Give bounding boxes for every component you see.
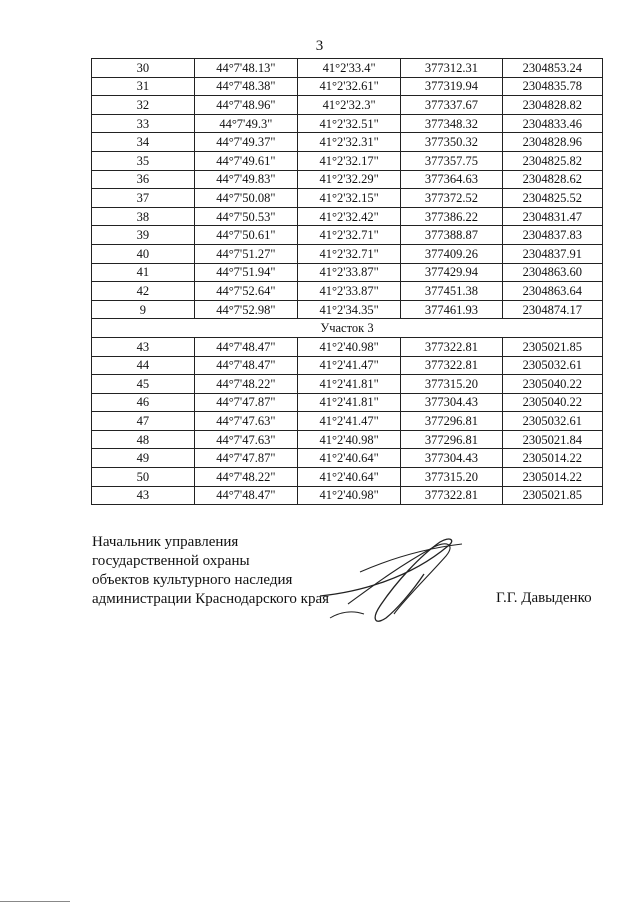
latitude-cell: 44°7'50.61" xyxy=(194,226,297,245)
longitude-cell: 41°2'33.87" xyxy=(297,263,400,282)
coord-x-cell: 377451.38 xyxy=(401,282,502,301)
latitude-cell: 44°7'49.61" xyxy=(194,151,297,170)
point-number-cell: 33 xyxy=(92,114,195,133)
point-number-cell: 9 xyxy=(92,300,195,319)
coord-y-cell: 2304833.46 xyxy=(502,114,602,133)
table-row xyxy=(92,486,603,505)
section-title: Участок 3 xyxy=(92,319,603,338)
longitude-cell: 41°2'41.47" xyxy=(297,356,400,375)
coord-y-cell: 2304863.64 xyxy=(502,282,602,301)
latitude-cell: 44°7'48.96" xyxy=(194,96,297,115)
latitude-cell: 44°7'51.27" xyxy=(194,244,297,263)
longitude-cell: 41°2'33.87" xyxy=(297,282,400,301)
coord-x-cell: 377322.81 xyxy=(401,356,502,375)
longitude-cell: 41°2'41.47" xyxy=(297,412,400,431)
handwritten-signature xyxy=(300,534,470,630)
section-heading-row xyxy=(92,319,603,338)
coord-x-cell: 377348.32 xyxy=(401,114,502,133)
coord-x-cell: 377337.67 xyxy=(401,96,502,115)
table-row xyxy=(92,59,603,78)
signature-block xyxy=(92,533,329,609)
section-row-group xyxy=(92,319,603,338)
latitude-cell: 44°7'48.47" xyxy=(194,337,297,356)
table-row xyxy=(92,207,603,226)
table-row xyxy=(92,170,603,189)
point-number-cell: 45 xyxy=(92,375,195,394)
longitude-cell: 41°2'32.17" xyxy=(297,151,400,170)
point-number-cell: 41 xyxy=(92,263,195,282)
signer-position-line-4: администрации Краснодарского края xyxy=(92,591,330,607)
longitude-cell: 41°2'41.81" xyxy=(297,375,400,394)
coord-x-cell: 377350.32 xyxy=(401,133,502,152)
point-number-cell: 35 xyxy=(92,151,195,170)
coord-x-cell: 377315.20 xyxy=(401,468,502,487)
table-row xyxy=(92,226,603,245)
coord-y-cell: 2304828.96 xyxy=(502,133,602,152)
table-row xyxy=(92,356,603,375)
signer-position-line-3: объектов культурного наследия xyxy=(92,572,293,588)
page-number: 3 xyxy=(315,38,324,54)
coord-y-cell: 2305021.85 xyxy=(502,486,602,505)
signer-name: Г.Г. Давыденко xyxy=(496,590,592,606)
table-row xyxy=(92,96,603,115)
coord-y-cell: 2304837.91 xyxy=(502,244,602,263)
coord-x-cell: 377312.31 xyxy=(401,59,502,78)
point-number-cell: 38 xyxy=(92,207,195,226)
latitude-cell: 44°7'48.47" xyxy=(194,356,297,375)
longitude-cell: 41°2'40.64" xyxy=(297,449,400,468)
point-number-cell: 47 xyxy=(92,412,195,431)
point-number-cell: 32 xyxy=(92,96,195,115)
coord-y-cell: 2304853.24 xyxy=(502,59,602,78)
point-number-cell: 36 xyxy=(92,170,195,189)
latitude-cell: 44°7'51.94" xyxy=(194,263,297,282)
table-row xyxy=(92,300,603,319)
coord-x-cell: 377409.26 xyxy=(401,244,502,263)
coord-y-cell: 2304825.52 xyxy=(502,189,602,208)
table-row xyxy=(92,263,603,282)
coordinates-table-body-part2 xyxy=(92,337,603,504)
coordinates-table-body-part1 xyxy=(92,59,603,319)
longitude-cell: 41°2'32.71" xyxy=(297,244,400,263)
point-number-cell: 40 xyxy=(92,244,195,263)
coord-x-cell: 377319.94 xyxy=(401,77,502,96)
coord-y-cell: 2305040.22 xyxy=(502,375,602,394)
point-number-cell: 44 xyxy=(92,356,195,375)
latitude-cell: 44°7'49.83" xyxy=(194,170,297,189)
coord-x-cell: 377304.43 xyxy=(401,449,502,468)
table-row xyxy=(92,244,603,263)
footer-divider xyxy=(0,901,70,902)
table-row xyxy=(92,151,603,170)
latitude-cell: 44°7'49.37" xyxy=(194,133,297,152)
coord-y-cell: 2304863.60 xyxy=(502,263,602,282)
table-row xyxy=(92,468,603,487)
longitude-cell: 41°2'32.3" xyxy=(297,96,400,115)
table-row xyxy=(92,77,603,96)
coord-x-cell: 377364.63 xyxy=(401,170,502,189)
coord-x-cell: 377429.94 xyxy=(401,263,502,282)
coord-x-cell: 377315.20 xyxy=(401,375,502,394)
point-number-cell: 31 xyxy=(92,77,195,96)
coord-x-cell: 377296.81 xyxy=(401,412,502,431)
latitude-cell: 44°7'47.63" xyxy=(194,412,297,431)
longitude-cell: 41°2'32.51" xyxy=(297,114,400,133)
point-number-cell: 42 xyxy=(92,282,195,301)
table-row xyxy=(92,449,603,468)
coord-x-cell: 377386.22 xyxy=(401,207,502,226)
point-number-cell: 48 xyxy=(92,430,195,449)
coord-y-cell: 2304837.83 xyxy=(502,226,602,245)
coord-y-cell: 2305032.61 xyxy=(502,412,602,431)
table-row xyxy=(92,393,603,412)
latitude-cell: 44°7'47.63" xyxy=(194,430,297,449)
latitude-cell: 44°7'52.98" xyxy=(194,300,297,319)
coord-y-cell: 2305040.22 xyxy=(502,393,602,412)
coord-x-cell: 377304.43 xyxy=(401,393,502,412)
latitude-cell: 44°7'48.47" xyxy=(194,486,297,505)
latitude-cell: 44°7'48.13" xyxy=(194,59,297,78)
point-number-cell: 39 xyxy=(92,226,195,245)
longitude-cell: 41°2'33.4" xyxy=(297,59,400,78)
coord-x-cell: 377296.81 xyxy=(401,430,502,449)
latitude-cell: 44°7'48.38" xyxy=(194,77,297,96)
longitude-cell: 41°2'41.81" xyxy=(297,393,400,412)
signer-position-line-2: государственной охраны xyxy=(92,553,250,569)
coord-y-cell: 2304831.47 xyxy=(502,207,602,226)
table-row xyxy=(92,282,603,301)
longitude-cell: 41°2'32.42" xyxy=(297,207,400,226)
latitude-cell: 44°7'47.87" xyxy=(194,393,297,412)
point-number-cell: 49 xyxy=(92,449,195,468)
coord-x-cell: 377322.81 xyxy=(401,486,502,505)
longitude-cell: 41°2'40.98" xyxy=(297,486,400,505)
longitude-cell: 41°2'40.64" xyxy=(297,468,400,487)
longitude-cell: 41°2'32.15" xyxy=(297,189,400,208)
coord-y-cell: 2304835.78 xyxy=(502,77,602,96)
coord-y-cell: 2305014.22 xyxy=(502,468,602,487)
signer-position-line-1: Начальник управления xyxy=(92,534,239,550)
coord-x-cell: 377322.81 xyxy=(401,337,502,356)
longitude-cell: 41°2'32.31" xyxy=(297,133,400,152)
point-number-cell: 50 xyxy=(92,468,195,487)
coord-y-cell: 2304825.82 xyxy=(502,151,602,170)
coord-x-cell: 377461.93 xyxy=(401,300,502,319)
table-row xyxy=(92,133,603,152)
longitude-cell: 41°2'32.61" xyxy=(297,77,400,96)
coord-y-cell: 2305032.61 xyxy=(502,356,602,375)
latitude-cell: 44°7'50.53" xyxy=(194,207,297,226)
coord-y-cell: 2305014.22 xyxy=(502,449,602,468)
longitude-cell: 41°2'32.29" xyxy=(297,170,400,189)
longitude-cell: 41°2'40.98" xyxy=(297,430,400,449)
coord-x-cell: 377388.87 xyxy=(401,226,502,245)
point-number-cell: 37 xyxy=(92,189,195,208)
coord-y-cell: 2304828.62 xyxy=(502,170,602,189)
longitude-cell: 41°2'34.35" xyxy=(297,300,400,319)
coord-y-cell: 2305021.85 xyxy=(502,337,602,356)
table-row xyxy=(92,412,603,431)
coord-x-cell: 377372.52 xyxy=(401,189,502,208)
table-row xyxy=(92,114,603,133)
coord-y-cell: 2304828.82 xyxy=(502,96,602,115)
longitude-cell: 41°2'40.98" xyxy=(297,337,400,356)
latitude-cell: 44°7'50.08" xyxy=(194,189,297,208)
point-number-cell: 43 xyxy=(92,486,195,505)
point-number-cell: 46 xyxy=(92,393,195,412)
table-row xyxy=(92,430,603,449)
point-number-cell: 43 xyxy=(92,337,195,356)
latitude-cell: 44°7'47.87" xyxy=(194,449,297,468)
table-row xyxy=(92,337,603,356)
latitude-cell: 44°7'48.22" xyxy=(194,375,297,394)
coordinates-table xyxy=(91,58,603,505)
point-number-cell: 30 xyxy=(92,59,195,78)
coord-y-cell: 2304874.17 xyxy=(502,300,602,319)
coord-y-cell: 2305021.84 xyxy=(502,430,602,449)
latitude-cell: 44°7'49.3" xyxy=(194,114,297,133)
longitude-cell: 41°2'32.71" xyxy=(297,226,400,245)
latitude-cell: 44°7'52.64" xyxy=(194,282,297,301)
coord-x-cell: 377357.75 xyxy=(401,151,502,170)
table-row xyxy=(92,375,603,394)
table-row xyxy=(92,189,603,208)
latitude-cell: 44°7'48.22" xyxy=(194,468,297,487)
point-number-cell: 34 xyxy=(92,133,195,152)
